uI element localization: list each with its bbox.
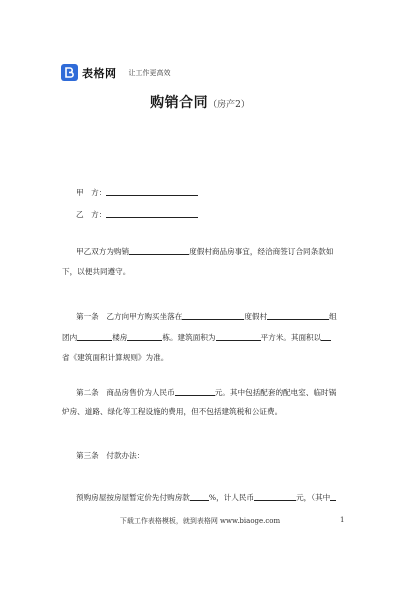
article-1-text-1c: 组 [329, 312, 337, 321]
article-2-blank-1 [175, 387, 215, 396]
article-1-text-2b: 楼房 [112, 333, 128, 342]
intro-line-2 [62, 267, 130, 277]
prepay-line [76, 492, 336, 503]
article-1-text-3: 省《建筑面积计算规则》为准。 [62, 353, 169, 362]
article-1-blank-5 [216, 332, 261, 341]
article-1-text-2d: 平方米。其面积以 [260, 333, 322, 342]
prepay-text-a: 预购房屋按房屋暂定价先付购房款 [76, 493, 190, 502]
article-1-line-3 [62, 353, 168, 363]
article-2-text-2: 炉房、道路、绿化等工程设施的费用，但不包括建筑税和公证费。 [62, 407, 283, 416]
intro-text-1a: 甲乙双方为购销 [76, 247, 130, 256]
prepay-text-c: 元，（其中 [296, 493, 331, 502]
prepay-blank-3 [330, 492, 336, 501]
article-3-text-1: 第三条 付款办法： [76, 451, 145, 460]
article-1-blank-4 [127, 332, 162, 341]
party-b-label: 乙 方： [76, 210, 107, 219]
page-number: 1 [340, 516, 345, 524]
article-1-text-2c: 栋。建筑面积为 [162, 333, 216, 342]
brand-name: 表格网 [82, 66, 117, 80]
article-1-text-1b: 度假村 [244, 312, 268, 321]
intro-text-2: 下，以便共同遵守。 [62, 267, 131, 276]
article-1-blank-1 [182, 311, 244, 320]
article-2-text-1b: 元。其中包括配套的配电室、临时锅 [214, 388, 337, 397]
prepay-blank-2 [254, 492, 296, 501]
brand-header [61, 64, 171, 81]
article-2-line-2 [62, 407, 282, 417]
intro-text-1b: 度假村商品房事宜，经洽商签订合同条款如 [189, 247, 334, 256]
prepay-text-b: %，计人民币 [208, 493, 255, 502]
document-subtitle: （房产2） [208, 100, 250, 110]
article-1-blank-2 [267, 311, 329, 320]
article-1-line-2 [62, 332, 331, 343]
party-b-line [76, 209, 198, 220]
article-1-blank-6 [321, 332, 331, 341]
footer-text: 下载工作表格模板，就到表格网 www.biaoge.com [119, 517, 281, 525]
document-title: 购销合同 [150, 95, 209, 111]
party-b-blank [106, 209, 198, 218]
article-1-line-1 [76, 311, 337, 322]
party-a-blank [106, 187, 198, 196]
article-3-line-1 [76, 451, 144, 461]
brand-slogan: 让工作更高效 [128, 68, 171, 77]
biaoge-logo-icon [61, 64, 78, 81]
article-1-text-2a: 团内 [62, 333, 78, 342]
intro-line-1 [76, 246, 333, 257]
article-2-line-1 [76, 387, 336, 398]
party-a-line [76, 187, 198, 198]
document-title-row [0, 92, 400, 112]
article-2-text-1a: 第二条 商品房售价为人民币 [76, 388, 175, 397]
article-1-blank-3 [77, 332, 112, 341]
prepay-blank-1 [190, 492, 209, 501]
intro-blank-1 [129, 246, 189, 255]
party-a-label: 甲 方： [76, 188, 107, 197]
article-1-text-1a: 第一条 乙方向甲方购买坐落在 [76, 312, 183, 321]
